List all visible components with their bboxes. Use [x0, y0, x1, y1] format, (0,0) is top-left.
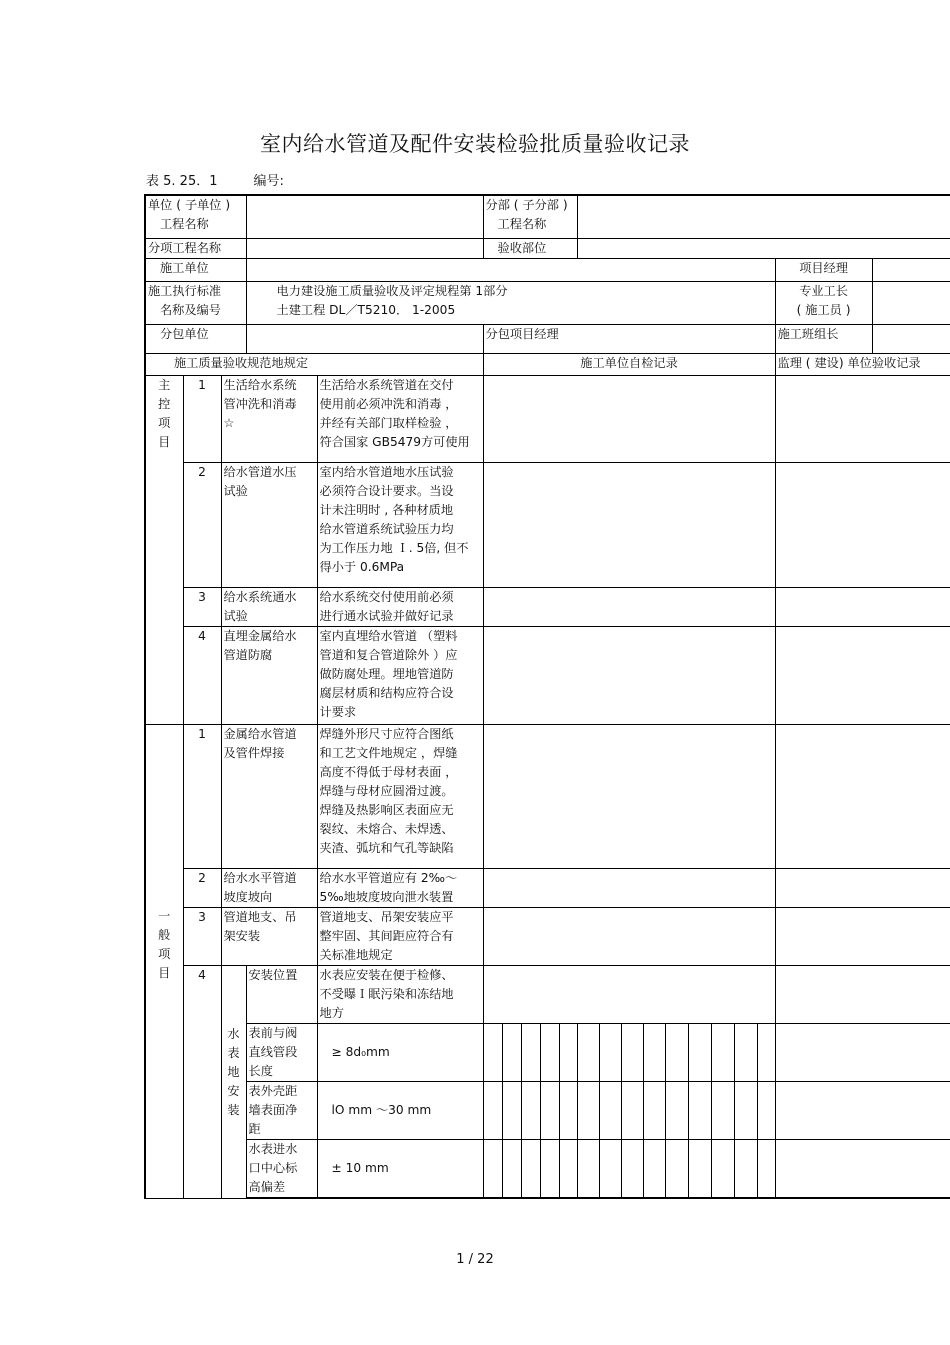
check-cell — [757, 1082, 775, 1140]
check-cell — [521, 1140, 540, 1199]
item-name: 金属给水管道 及管件焊接 — [221, 725, 317, 869]
item-number: 3 — [183, 588, 221, 627]
water-meter-row — [145, 1140, 950, 1199]
check-cell — [599, 1082, 621, 1140]
page-title: 室内给水管道及配件安装检验批质量验收记录 — [260, 132, 690, 156]
sub-project-label: 分项工程名称 — [145, 239, 246, 259]
unit-name-value — [246, 195, 483, 239]
sub-item-name: 表外壳距 墙表面净 距 — [246, 1082, 317, 1140]
header-row — [145, 325, 950, 354]
check-cell — [643, 1140, 665, 1199]
self-check-cell — [483, 627, 775, 725]
spec-column-header: 施工质量验收规范地规定 — [145, 354, 483, 376]
supervisor-cell — [775, 1140, 950, 1199]
self-check-column-header: 施工单位自检记录 — [483, 354, 775, 376]
sub-item-name: 安装位置 — [246, 966, 317, 1024]
check-cell — [711, 1140, 734, 1199]
construct-unit-label: 施工单位 — [145, 259, 246, 282]
water-meter-row — [145, 1024, 950, 1082]
column-header-row — [145, 354, 950, 376]
sub-item-tolerance: ≥ 8d₀mm — [317, 1024, 483, 1082]
check-cell — [643, 1082, 665, 1140]
main-item-row — [145, 588, 950, 627]
main-items-label: 主 控 项 目 — [145, 376, 183, 725]
check-cell — [559, 1082, 577, 1140]
self-check-cell — [483, 463, 775, 588]
foreman-value — [872, 282, 950, 325]
check-cell — [502, 1082, 521, 1140]
table-number: 表 5. 25．1 — [146, 174, 218, 189]
sub-item-name: 表前与阀 直线管段 长度 — [246, 1024, 317, 1082]
accept-part-value — [577, 239, 950, 259]
team-leader-value — [872, 325, 950, 354]
subcontract-value — [246, 325, 483, 354]
supervisor-cell — [775, 1024, 950, 1082]
supervisor-cell — [775, 376, 950, 463]
subcontract-label: 分包单位 — [145, 325, 246, 354]
check-cell — [757, 1024, 775, 1082]
check-cell — [540, 1140, 559, 1199]
check-cell — [599, 1140, 621, 1199]
check-cell — [483, 1024, 502, 1082]
standard-value: 电力建设施工质量验收及评定规程第 1部分 土建工程 DL／T5210． 1-2005 — [246, 282, 775, 325]
check-cell — [711, 1024, 734, 1082]
check-cell — [577, 1140, 599, 1199]
check-cell — [688, 1140, 711, 1199]
supervisor-cell — [775, 966, 950, 1024]
check-cell — [665, 1024, 688, 1082]
check-cell — [643, 1024, 665, 1082]
sub-pm-label: 分包项目经理 — [483, 325, 775, 354]
supervisor-cell — [775, 869, 950, 908]
check-cell — [577, 1082, 599, 1140]
self-check-cell — [483, 908, 775, 966]
header-row — [145, 259, 950, 282]
check-cell — [734, 1024, 757, 1082]
check-cell — [621, 1024, 643, 1082]
self-check-cell — [483, 725, 775, 869]
item-number: 1 — [183, 376, 221, 463]
check-cell — [734, 1082, 757, 1140]
self-check-cell — [483, 376, 775, 463]
accept-part-label: 验收部位 — [483, 239, 577, 259]
item-requirement: 焊缝外形尺寸应符合图纸 和工艺文件地规定 ，焊缝 高度不得低于母材表面 ， 焊缝与母材应圆滑过渡。 焊缝及热影响区表面应无 裂纹、未熔合、未焊透、 夹渣、弧坑和气孔等缺陷 — [317, 725, 483, 869]
project-manager-label: 项目经理 — [775, 259, 872, 282]
item-name: 给水系统通水 试验 — [221, 588, 317, 627]
check-cell — [711, 1082, 734, 1140]
project-manager-value — [872, 259, 950, 282]
check-cell — [559, 1024, 577, 1082]
item-number: 4 — [183, 627, 221, 725]
team-leader-label: 施工班组长 — [775, 325, 872, 354]
check-cell — [621, 1082, 643, 1140]
sub-project-value — [246, 239, 483, 259]
header-row — [145, 239, 950, 259]
water-meter-row — [145, 966, 950, 1024]
self-check-cell — [483, 869, 775, 908]
check-cell — [483, 1082, 502, 1140]
main-item-row — [145, 463, 950, 588]
supervisor-column-header: 监理 ( 建设) 单位验收记录 — [775, 354, 950, 376]
item-requirement: 生活给水系统管道在交付 使用前必须冲洗和消毒 ， 并经有关部门取样检验 ， 符合国家 GB5479方可使用 — [317, 376, 483, 463]
sub-item-tolerance: lO mm ～30 mm — [317, 1082, 483, 1140]
water-meter-group-label: 水 表 地 安 装 — [221, 966, 246, 1199]
division-name-label: 分部 ( 子分部 ) 工程名称 — [483, 195, 577, 239]
foreman-label: 专业工长 ( 施工员 ) — [775, 282, 872, 325]
supervisor-cell — [775, 463, 950, 588]
check-cell — [521, 1082, 540, 1140]
sub-item-requirement: 水表应安装在便于检修、 不受曝Ｉ眠污染和冻结地 地方 — [317, 966, 483, 1024]
check-cell — [483, 1140, 502, 1199]
item-number: 1 — [183, 725, 221, 869]
general-item-row — [145, 908, 950, 966]
supervisor-cell — [775, 627, 950, 725]
check-cell — [665, 1140, 688, 1199]
supervisor-cell — [775, 1082, 950, 1140]
supervisor-cell — [775, 908, 950, 966]
construct-unit-value — [246, 259, 775, 282]
serial-number-label: 编号: — [253, 174, 284, 189]
header-row — [145, 282, 950, 325]
check-cell — [599, 1024, 621, 1082]
item-number: 4 — [183, 966, 221, 1199]
item-requirement: 给水系统交付使用前必须 进行通水试验并做好记录 — [317, 588, 483, 627]
check-cell — [502, 1140, 521, 1199]
main-item-row — [145, 627, 950, 725]
item-number: 2 — [183, 869, 221, 908]
check-cell — [577, 1024, 599, 1082]
item-name: 直埋金属给水 管道防腐 — [221, 627, 317, 725]
item-name: 管道地支、吊 架安装 — [221, 908, 317, 966]
item-requirement: 管道地支、吊架安装应平 整牢固、其间距应符合有 关标准地规定 — [317, 908, 483, 966]
check-cell — [734, 1140, 757, 1199]
check-cell — [621, 1140, 643, 1199]
check-cell — [757, 1140, 775, 1199]
supervisor-cell — [775, 588, 950, 627]
page-number: 1 / 22 — [456, 1252, 494, 1267]
standard-label: 施工执行标准 名称及编号 — [145, 282, 246, 325]
check-cell — [540, 1024, 559, 1082]
general-item-row — [145, 869, 950, 908]
check-cell — [502, 1024, 521, 1082]
supervisor-cell — [775, 725, 950, 869]
check-cell — [521, 1024, 540, 1082]
table-number-line — [146, 170, 284, 189]
water-meter-row — [145, 1082, 950, 1140]
item-name: 给水水平管道 坡度坡向 — [221, 869, 317, 908]
sub-item-tolerance: ± 10 mm — [317, 1140, 483, 1199]
item-requirement: 给水水平管道应有 2‰～ 5‰地坡度坡向泄水装置 — [317, 869, 483, 908]
self-check-cell — [483, 966, 775, 1024]
check-cell — [540, 1082, 559, 1140]
self-check-cell — [483, 588, 775, 627]
check-cell — [688, 1024, 711, 1082]
sub-item-name: 水表进水 口中心标 高偏差 — [246, 1140, 317, 1199]
general-item-row — [145, 725, 950, 869]
unit-name-label: 单位 ( 子单位 ) 工程名称 — [145, 195, 246, 239]
item-requirement: 室内给水管道地水压试验 必须符合设计要求。当设 计未注明时 , 各种材质地 给水管道系统试验压力均 为工作压力地 Ｉ. 5倍, 但不 得小于 0.6MPa — [317, 463, 483, 588]
item-name: 生活给水系统 管冲洗和消毒 ☆ — [221, 376, 317, 463]
inspection-record-table — [144, 194, 950, 1199]
item-name: 给水管道水压 试验 — [221, 463, 317, 588]
check-cell — [688, 1082, 711, 1140]
main-item-row — [145, 376, 950, 463]
general-items-label: 一 般 项 目 — [145, 725, 183, 1199]
header-row — [145, 195, 950, 239]
item-number: 2 — [183, 463, 221, 588]
check-cell — [559, 1140, 577, 1199]
item-number: 3 — [183, 908, 221, 966]
check-cell — [665, 1082, 688, 1140]
item-requirement: 室内直埋给水管道 （塑料 管道和复合管道除外 ）应 做防腐处理。埋地管道防 腐层材质和结构应符合设 计要求 — [317, 627, 483, 725]
division-name-value — [577, 195, 950, 239]
